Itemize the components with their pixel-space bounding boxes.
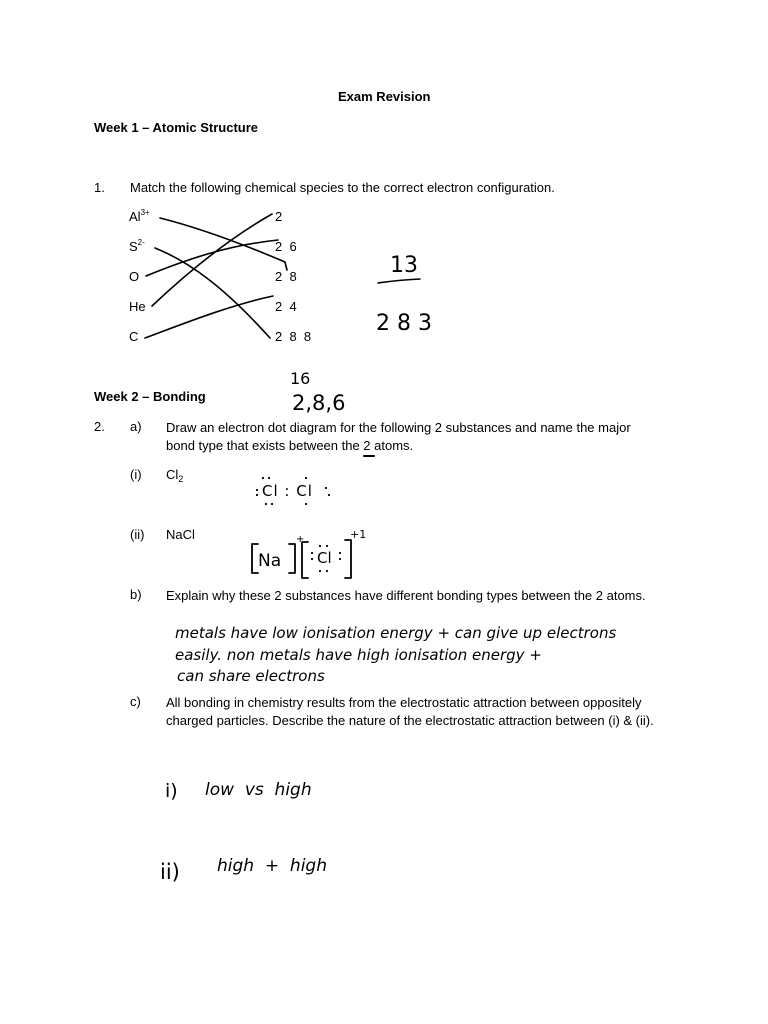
match-line-he xyxy=(152,214,272,306)
q2a-prompt: Draw an electron dot diagram for the following 2 substances and name the major bond type that exists between the 2 atoms. xyxy=(166,420,631,453)
species-c: C xyxy=(129,329,139,344)
hw-cl-symbol: Cl xyxy=(317,549,332,567)
hw-answer-c-ii-label: ii) xyxy=(160,860,180,884)
match-line-o xyxy=(146,240,278,276)
hw-config-answer: 2 8 3 xyxy=(376,311,432,336)
species-s: $S^{2-}$ xyxy=(129,238,145,254)
q2a-ii-formula: NaCl xyxy=(166,527,195,542)
q2b-prompt: Explain why these 2 substances have different bonding types between the 2 atoms. xyxy=(166,588,646,603)
species-he: He xyxy=(129,299,146,314)
hw-answer-c-ii: high + high xyxy=(217,856,327,876)
q2a-i-label: (i) xyxy=(130,467,142,482)
match-line-c xyxy=(145,296,273,338)
q1-number: 1. xyxy=(94,180,105,195)
config-3: 2 8 xyxy=(275,269,297,284)
hw-nacl-dots xyxy=(311,545,341,572)
q1-prompt: Match the following chemical species to the correct electron configuration. xyxy=(130,180,555,195)
hw-answer-c-i-label: i) xyxy=(165,780,178,802)
q2a-ii-label: (ii) xyxy=(130,527,145,542)
q2-number: 2. xyxy=(94,419,105,434)
hw-underline-1 xyxy=(378,279,420,283)
hw-cl2-dots xyxy=(256,477,330,505)
hw-answer-b-line1: metals have low ionisation energy + can give up electrons xyxy=(175,624,617,642)
hw-margin-16: 16 xyxy=(290,369,311,388)
config-2: 2 6 xyxy=(275,239,297,254)
match-line-s xyxy=(155,248,270,338)
hw-answer-c-i: low vs high xyxy=(205,780,312,800)
species-al: $Al^{3+}$ xyxy=(129,208,150,224)
page-title: Exam Revision xyxy=(338,89,431,104)
matching-lines xyxy=(145,214,287,338)
q2b-label: b) xyxy=(130,587,142,602)
week1-heading: Week 1 – Atomic Structure xyxy=(94,120,258,135)
hw-cl-charge: +1 xyxy=(350,528,367,541)
hw-answer-b-line2: easily. non metals have high ionisation energy + xyxy=(175,646,542,664)
hw-na-symbol: Na xyxy=(258,551,282,571)
q2a-i-formula: $Cl_2$ xyxy=(166,467,184,484)
species-o: O xyxy=(129,269,140,284)
config-5: 2 8 8 xyxy=(275,329,312,344)
config-1: 2 xyxy=(275,209,283,224)
q2a-label: a) xyxy=(130,419,142,434)
match-line-al xyxy=(160,218,287,270)
hw-na-charge: + xyxy=(296,534,305,545)
hw-cl2-diagram: Cl : Cl xyxy=(262,482,313,500)
config-4: 2 4 xyxy=(275,299,297,314)
week2-heading: Week 2 – Bonding xyxy=(94,389,206,404)
hw-nacl-brackets xyxy=(252,540,351,578)
hw-atomic-number: 13 xyxy=(390,253,418,278)
q2c-label: c) xyxy=(130,694,141,709)
hw-margin-config: 2,8,6 xyxy=(292,391,346,415)
hw-answer-b-line3: can share electrons xyxy=(177,667,325,685)
q2c-prompt: All bonding in chemistry results from the electrostatic attraction between oppositely charged particles. Describe the nature of the electrostatic attraction between (i) & (ii). xyxy=(166,695,654,728)
